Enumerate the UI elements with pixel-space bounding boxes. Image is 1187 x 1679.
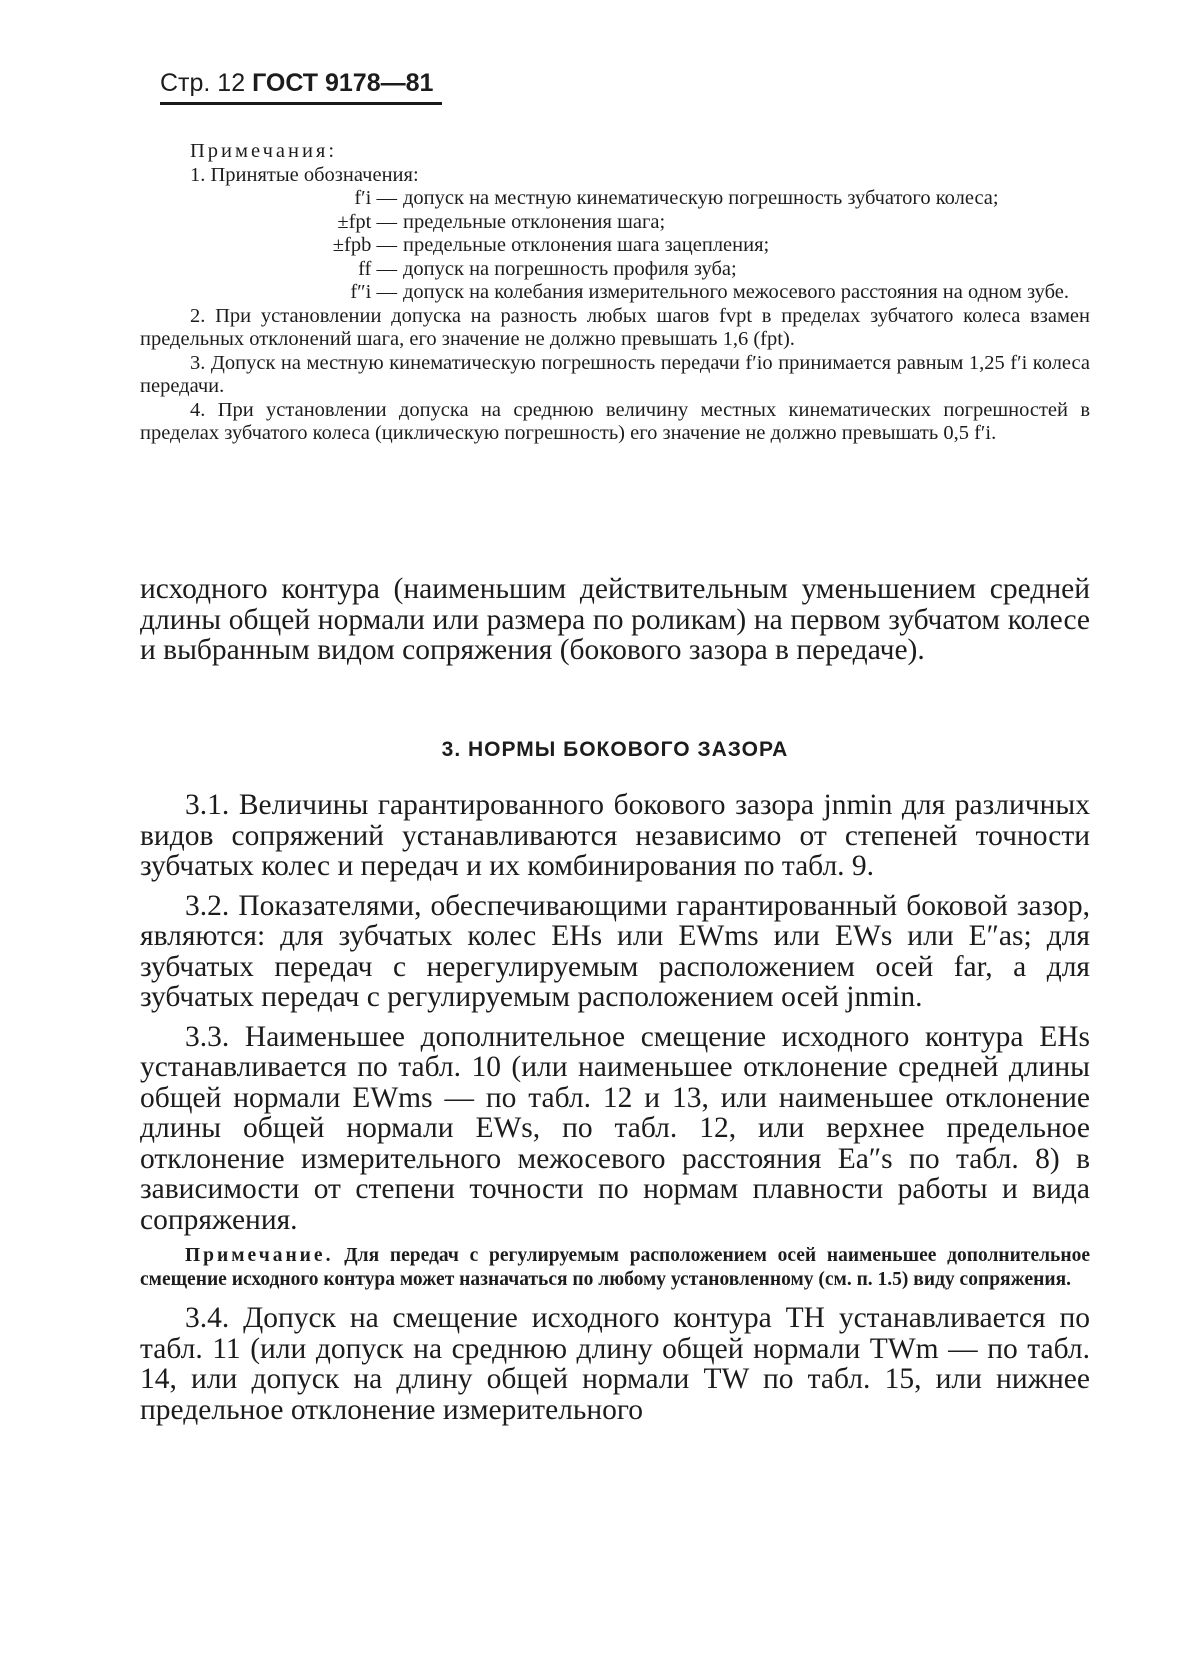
section-title: 3. НОРМЫ БОКОВОГО ЗАЗОРА — [441, 738, 789, 761]
notes-block — [140, 140, 1090, 446]
clause-3-3: 3.3. Наименьшее дополнительное смещение исходного контура EHs устанавливается по табл. 10 (или наименьшее отклонение средней длины общей нормали EWms — по табл. 12 и 13, или наименьшее отклонение длины общей нормали EWs, по табл. 12, или верхнее предельное отклонение измерительного межосевого расстояния Ea″s по табл. 8) в зависимости от степени точности по нормам плавности работы и вида сопряжения. — [140, 1020, 1090, 1236]
definition-symbol: f″i — — [350, 281, 397, 303]
notes-item-2-text: 2. При установлении допуска на разность любых шагов fvpt в пределах зубчатого колеса взамен предельных отклонений шага, его значение не должно превышать 1,6 (fpt). — [140, 304, 1090, 350]
continued-paragraph: исходного контура (наименьшим действительным уменьшением средней длины общей нормали или размера по роликам) на первом зубчатом колесе и выбранным видом сопряжения (бокового зазора в передаче). — [140, 573, 1090, 666]
page-label: Стр. 12 — [160, 69, 246, 97]
clause-3-1: 3.1. Величины гарантированного бокового зазора jnmin для различных видов сопряжений устанавливаются независимо от степеней точности зубчатых колес и передач и их комбинирования по табл. 9. — [140, 789, 1090, 882]
note-label: Примечание. — [185, 1245, 334, 1266]
notes-item-3 — [140, 352, 1090, 399]
notes-item-1-title: 1. Принятые обозначения: — [190, 163, 419, 186]
notes-item-4-text: 4. При установлении допуска на среднюю величину местных кинематических погрешностей в пределах зубчатого колеса (циклическую погрешность) его значение не должно превышать 0,5 f′i. — [140, 398, 1090, 444]
clause-note — [140, 1244, 1090, 1291]
definition-row — [305, 211, 1090, 235]
definition-symbol: f′i — — [354, 187, 397, 209]
definition-text: допуск на местную кинематическую погрешность зубчатого колеса; — [403, 187, 999, 209]
clause-3-4: 3.4. Допуск на смещение исходного контура TH устанавливается по табл. 11 (или допуск на среднюю длину общей нормали TWm — по табл. 14, или допуск на длину общей нормали TW по табл. 15, или нижнее предельное отклонение измерительного — [140, 1302, 1090, 1426]
definition-text: допуск на колебания измерительного межосевого расстояния на одном зубе. — [403, 281, 1069, 303]
definitions-list — [305, 187, 1090, 305]
notes-item-3-text: 3. Допуск на местную кинематическую погрешность передачи f′io принимается равным 1,25 f′i колеса передачи. — [140, 351, 1090, 397]
page-header — [160, 68, 433, 98]
definition-text: предельные отклонения шага; — [403, 210, 666, 233]
definition-symbol: ±fpt — — [337, 210, 397, 233]
standard-number: ГОСТ 9178—81 — [252, 69, 434, 97]
header-rule — [160, 102, 442, 105]
notes-item-4 — [140, 399, 1090, 446]
section-body — [140, 790, 1090, 1434]
note-text: Для передач с регулируемым расположением осей наименьшее дополнительное смещение исходного контура может назначаться по любому установленному (см. п. 1.5) виду сопряжения. — [140, 1245, 1091, 1290]
notes-title: Примечания: — [190, 140, 338, 162]
definition-symbol: ±fpb — — [332, 234, 397, 256]
clause-3-2: 3.2. Показателями, обеспечивающими гарантированный боковой зазор, являются: для зубчатых колес EHs или EWms или EWs или E″as; для зубчатых передач с нерегулируемым расположением осей far, а для зубчатых передач с регулируемым расположением осей jnmin. — [140, 889, 1090, 1013]
definition-row — [305, 234, 1090, 258]
definition-symbol: ff — — [358, 257, 397, 280]
definition-row — [305, 281, 1090, 305]
definition-row — [305, 187, 1090, 211]
definition-text: предельные отклонения шага зацепления; — [403, 234, 770, 256]
notes-item-2 — [140, 305, 1090, 352]
definition-text: допуск на погрешность профиля зуба; — [403, 257, 737, 280]
definition-row — [305, 258, 1090, 282]
